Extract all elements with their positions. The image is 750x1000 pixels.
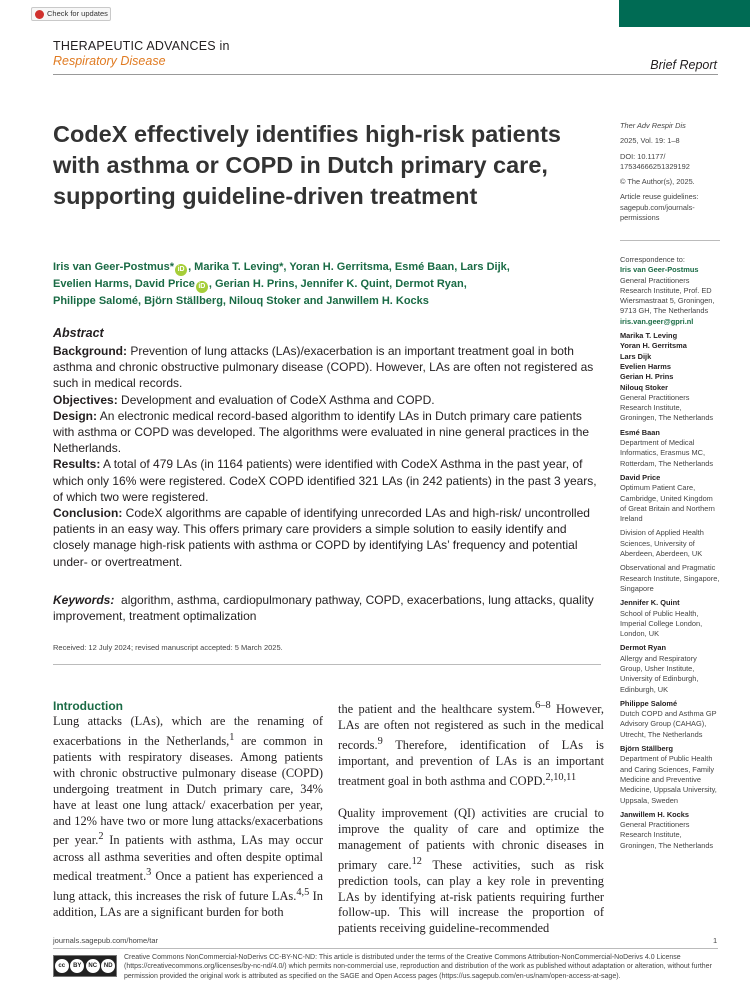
abstract-heading: Abstract <box>53 326 104 340</box>
creative-commons-badge[interactable] <box>53 955 117 977</box>
body-column-left <box>53 714 323 921</box>
authors-line1a: Iris van Geer-Postmus* <box>53 261 175 273</box>
text-run: Quality improvement (QI) activities are crucial to improve the quality of care and optimize the management of patients with chronic diseases in primary care. <box>338 805 604 872</box>
corresponding-email[interactable]: iris.van.geer@gpri.nl <box>620 316 694 326</box>
page-number: 1 <box>713 936 718 945</box>
affil-author: Gerian H. Prins <box>620 372 674 382</box>
keywords-text: algorithm, asthma, cardiopulmonary pathway, COPD, exacerbations, lung attacks, quality improvement, treatment optimalization <box>53 593 594 624</box>
objectives-label: Objectives: <box>53 392 118 407</box>
reference-link[interactable]: 9 <box>377 735 383 747</box>
reference-link[interactable]: 2,10,11 <box>545 771 577 783</box>
affil-author: Janwillem H. Kocks <box>620 809 690 819</box>
doi-label[interactable]: DOI: 10.1177/ <box>620 151 666 161</box>
affil-author: Dermot Ryan <box>620 643 666 653</box>
design-label: Design: <box>53 408 98 423</box>
reference-link[interactable]: 12 <box>411 855 422 867</box>
cc-by-icon: BY <box>70 959 84 973</box>
orcid-icon[interactable]: iD <box>196 281 208 293</box>
affil-author: Philippe Salomé <box>620 698 678 708</box>
authors-line2b: , Gerian H. Prins, Jennifer K. Quint, Dermot Ryan, <box>208 278 467 290</box>
affil-text: Observational and Pragmatic Research Institute, Singapore, Singapore <box>620 563 720 593</box>
check-for-updates-badge[interactable] <box>31 7 111 21</box>
footer-divider <box>53 948 718 949</box>
affil-author: Lars Dijk <box>620 351 652 361</box>
affil-author: Evelien Harms <box>620 361 671 371</box>
keywords <box>53 592 601 624</box>
authors-line2a: Evelien Harms, David Price <box>53 278 195 290</box>
affil-text: Division of Applied Health Sciences, University of Aberdeen, Aberdeen, UK <box>620 528 704 559</box>
license-text: Creative Commons NonCommercial-NoDerivs CC-BY-NC-ND: This article is distributed under the terms of the Creative Commons Attribution-NonCommercial-NoDerivs 4.0 License (https://creativecommons.org/licenses/by-nc-nd/4.0/) which permits non-commercial use, reproduction and distribution of the work as published without adaptation or alteration, without further permission provided the original work is attributed as specified on the SAGE and Open Access pages (https://us.sagepub.com/en-us/nam/open-access-at-sage). <box>124 954 712 980</box>
author-list <box>53 259 598 309</box>
text-run: Therefore, identification of LAs is important, and prevention of LAs is an important treatment goal in both asthma and COPD. <box>338 738 604 788</box>
affil-author: David Price <box>620 472 661 482</box>
affil-text: Department of Medical Informatics, Erasmus MC, Rotterdam, The Netherlands <box>620 438 714 468</box>
results-label: Results: <box>53 457 101 472</box>
doi-number[interactable]: 17534666251329192 <box>620 161 690 171</box>
corresponding-affiliation: General Practitioners Research Institute, Prof. ED Wiersmastraat 5, Groningen, 9713 GH, The Netherlands <box>620 275 715 316</box>
text-run: In patients with asthma, LAs may occur across all asthma severities and often despite optimal medical treatment. <box>53 833 323 884</box>
orcid-icon[interactable]: iD <box>175 264 187 276</box>
volume-info: 2025, Vol. 19: 1–8 <box>620 136 680 146</box>
affil-author: Yoran H. Gerritsma <box>620 341 687 351</box>
intro-paragraph-1 <box>53 714 323 921</box>
conclusion-text: CodeX algorithms are capable of identifying unrecorded LAs and high-risk/ uncontrolled patients in an easy way. This offers primary care providers a simple solution to easily identify and closely manage high-risk patients with asthma or COPD by identifying LAs’ frequency and potential under- or overtreatment. <box>53 506 590 569</box>
background-text: Prevention of lung attacks (LAs)/exacerbation is an important treatment goal in both asthma and chronic obstructive pulmonary disease (COPD). However, LAs are often not registered as such in medical records. <box>53 344 594 391</box>
reuse-guidelines[interactable]: Article reuse guidelines: sagepub.com/journals-permissions <box>620 192 699 223</box>
cc-nc-icon: NC <box>86 959 100 973</box>
results-text: A total of 479 LAs (in 1164 patients) were identified with CodeX Asthma in the past year, of which only 16% were registered. CodeX COPD identified 321 LAs (in 242 patients) in the past 3 years, of which two were registered. <box>53 457 597 504</box>
body-column-right <box>338 698 604 937</box>
authors-line1b: , Marika T. Leving*, Yoran H. Gerritsma, Esmé Baan, Lars Dijk, <box>188 261 510 273</box>
affil-text: Allergy and Respiratory Group, Usher Institute, University of Edinburgh, Edinburgh, UK <box>620 653 699 694</box>
reference-link[interactable]: 3 <box>146 867 152 879</box>
keywords-label: Keywords: <box>53 593 115 607</box>
affil-text: Department of Public Health and Caring Sciences, Family Medicine and Preventive Medicine, Uppsala University, Uppsala, Sweden <box>620 754 717 805</box>
header-divider <box>53 74 718 75</box>
journal-subject: Respiratory Disease <box>53 54 166 68</box>
authors-line3: Philippe Salomé, Björn Ställberg, Nilouq Stoker and Janwillem H. Kocks <box>53 295 429 307</box>
affil-author: Esmé Baan <box>620 427 660 437</box>
reference-link[interactable]: 1 <box>229 731 235 743</box>
corner-color-block <box>619 0 750 27</box>
article-type: Brief Report <box>650 58 717 72</box>
correspondence-label: Correspondence to: <box>620 255 685 264</box>
affil-text: Optimum Patient Care, Cambridge, United Kingdom of Great Britain and Northern Ireland <box>620 483 715 524</box>
text-run: are common in patients with respiratory diseases. Among patients with chronic obstructive pulmonary disease (COPD) undergoing treatment in Dutch primary care, 34% have at least one lung attack/ exacerbation per year, and 12% have two or more lung attacks/exacerbations per year. <box>53 734 323 848</box>
text-run: In addition, LAs are a significant burden for both <box>53 889 323 920</box>
abstract-divider <box>53 664 601 665</box>
intro-paragraph-3 <box>338 806 604 937</box>
intro-paragraph-2 <box>338 698 604 790</box>
text-run: Once a patient has experienced a lung attack, this increases the risk of future LAs. <box>53 869 323 904</box>
reference-link[interactable]: 2 <box>98 831 104 843</box>
design-text: An electronic medical record-based algorithm to identify LAs in Dutch primary care patients with asthma or COPD was developed. The algorithms were evaluated in nine general practices in the Netherlands. <box>53 408 590 456</box>
text-run: These activities, such as risk prediction tools, can play a key role in preventing LAs by identifying at-risk patients requiring further follow-up. This will increase the proportion of patients receiving guideline-recommended <box>338 857 605 936</box>
sidebar-divider <box>620 240 720 241</box>
cc-nd-icon: ND <box>101 959 115 973</box>
affil-text: General Practitioners Research Institute, Groningen, The Netherlands <box>620 820 714 850</box>
abstract-body <box>53 343 601 570</box>
journal-abbreviation: Ther Adv Respir Dis <box>620 121 686 130</box>
text-run: However, LAs are often not registered as such in the medical records. <box>338 702 604 753</box>
affil-text: Dutch COPD and Asthma GP Advisory Group (CAHAG), Utrecht, The Netherlands <box>620 709 717 739</box>
affil-text: School of Public Health, Imperial College London, London, UK <box>620 608 703 639</box>
journal-name: THERAPEUTIC ADVANCES in <box>53 39 230 53</box>
copyright: © The Author(s), 2025. <box>620 177 695 187</box>
affil-text: General Practitioners Research Institute, Groningen, The Netherlands <box>620 392 714 423</box>
updates-icon <box>35 10 44 19</box>
journal-url[interactable]: journals.sagepub.com/home/tar <box>53 936 159 945</box>
update-badge-label: Check for updates <box>47 9 108 18</box>
correspondence-panel <box>620 255 720 851</box>
text-run: Lung attacks (LAs), which are the renaming of exacerbations in the Netherlands, <box>53 714 323 749</box>
cc-icon: cc <box>55 959 69 973</box>
affil-author: Jennifer K. Quint <box>620 598 680 608</box>
reference-link[interactable]: 4,5 <box>296 887 310 899</box>
objectives-text: Development and evaluation of CodeX Asthma and COPD. <box>121 392 435 407</box>
article-title: CodeX effectively identifies high-risk patients with asthma or COPD in Dutch primary care, supporting guideline-driven treatment <box>53 121 561 209</box>
introduction-heading: Introduction <box>53 699 123 713</box>
article-metadata <box>620 121 720 223</box>
text-run: the patient and the healthcare system. <box>338 702 536 717</box>
corresponding-author: Iris van Geer-Postmus <box>620 265 699 275</box>
affil-author: Nilouq Stoker <box>620 382 669 392</box>
conclusion-label: Conclusion: <box>53 506 123 521</box>
received-dates: Received: 12 July 2024; revised manuscript accepted: 5 March 2025. <box>53 643 283 652</box>
reference-link[interactable]: 6–8 <box>535 700 551 711</box>
background-label: Background: <box>53 344 128 358</box>
affil-author: Marika T. Leving <box>620 331 678 341</box>
affil-author: Björn Ställberg <box>620 744 673 754</box>
